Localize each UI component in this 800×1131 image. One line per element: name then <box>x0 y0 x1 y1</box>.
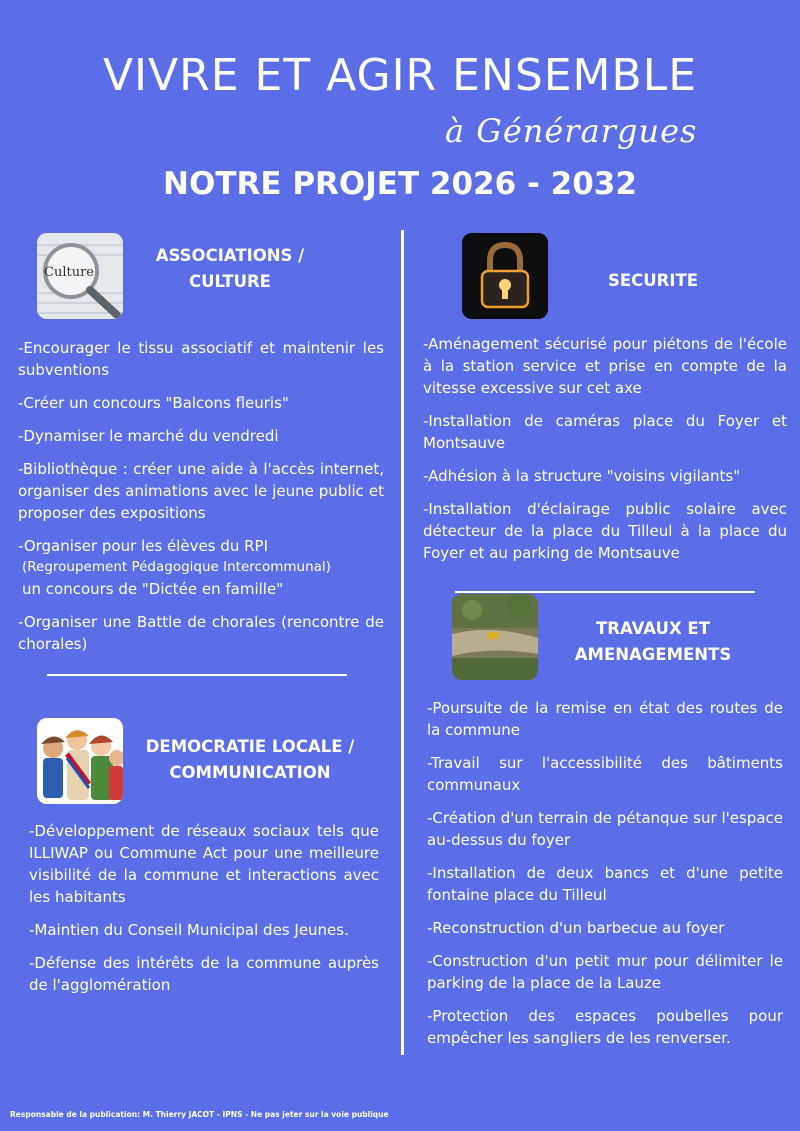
list-item: -Organiser une Battle de chorales (rencontre de chorales) <box>18 613 384 653</box>
list-item: -Installation d'éclairage public solaire avec détecteur de la place du Tilleul à la place du Foyer et au parking de Montsauve <box>423 500 787 562</box>
culture-list <box>18 337 384 666</box>
list-item: -Créer un concours "Balcons fleuris" <box>18 394 289 412</box>
section-divider <box>47 674 347 676</box>
section-divider <box>455 591 755 593</box>
list-item: -Maintien du Conseil Municipal des Jeunes. <box>29 921 349 939</box>
worksite-icon <box>452 594 538 680</box>
publication-footer: Responsable de la publication: M. Thierry JACOT - IPNS - Ne pas jeter sur la voie publique <box>10 1110 389 1119</box>
list-item: -Défense des intérêts de la commune auprès de l'agglomération <box>29 954 379 994</box>
section-title-line: COMMUNICATION <box>169 763 331 782</box>
list-item: un concours de "Dictée en famille" <box>22 580 284 598</box>
list-item: -Poursuite de la remise en état des routes de la commune <box>427 699 783 739</box>
section-title-line: CULTURE <box>189 272 271 291</box>
list-item: -Aménagement sécurisé pour piétons de l'école à la station service et prise en compte de la vitesse excessive sur cet axe <box>423 335 787 397</box>
project-heading: NOTRE PROJET 2026 - 2032 <box>163 166 637 202</box>
list-item: -Adhésion à la structure "voisins vigilants" <box>423 467 741 485</box>
citizens-group-icon <box>37 718 123 804</box>
list-item: -Construction d'un petit mur pour délimiter le parking de la place de la Lauze <box>427 952 783 992</box>
page-subtitle: à Générargues <box>445 112 698 150</box>
culture-magnifier-icon <box>37 233 123 319</box>
section-title-line: TRAVAUX ET <box>596 619 710 638</box>
democratie-list <box>29 820 379 1007</box>
list-item: -Travail sur l'accessibilité des bâtiments communaux <box>427 754 783 794</box>
section-title-democratie <box>130 734 370 786</box>
list-item: -Organiser pour les élèves du RPI <box>18 537 269 555</box>
travaux-list <box>427 697 783 1060</box>
svg-text:Culture: Culture <box>44 265 94 280</box>
section-title-line: AMENAGEMENTS <box>574 645 732 664</box>
list-item: -Dynamiser le marché du vendredi <box>18 427 279 445</box>
list-item: -Encourager le tissu associatif et maintenir les subventions <box>18 339 384 379</box>
section-title-travaux <box>553 616 753 668</box>
list-item: -Protection des espaces poubelles pour empêcher les sangliers de les renverser. <box>427 1007 783 1047</box>
list-item: -Installation de caméras place du Foyer et Montsauve <box>423 412 787 452</box>
list-item: -Bibliothèque : créer une aide à l'accès internet, organiser des animations avec le jeune public et proposer des expositions <box>18 460 384 522</box>
page-title: VIVRE ET AGIR ENSEMBLE <box>102 50 698 101</box>
section-title-culture <box>130 243 330 295</box>
padlock-icon <box>462 233 548 319</box>
list-item: -Reconstruction d'un barbecue au foyer <box>427 919 725 937</box>
list-item: (Regroupement Pédagogique Intercommunal) <box>22 559 331 575</box>
securite-list <box>423 333 787 575</box>
section-title-securite: SECURITE <box>607 271 699 290</box>
list-item: -Installation de deux bancs et d'une petite fontaine place du Tilleul <box>427 864 783 904</box>
column-divider <box>401 230 404 1055</box>
list-item: -Développement de réseaux sociaux tels que ILLIWAP ou Commune Act pour une meilleure visibilité de la commune et interactions avec les habitants <box>29 822 379 906</box>
section-title-line: ASSOCIATIONS / <box>155 246 305 265</box>
section-title-line: DEMOCRATIE LOCALE / <box>145 737 355 756</box>
list-item: -Création d'un terrain de pétanque sur l'espace au-dessus du foyer <box>427 809 783 849</box>
